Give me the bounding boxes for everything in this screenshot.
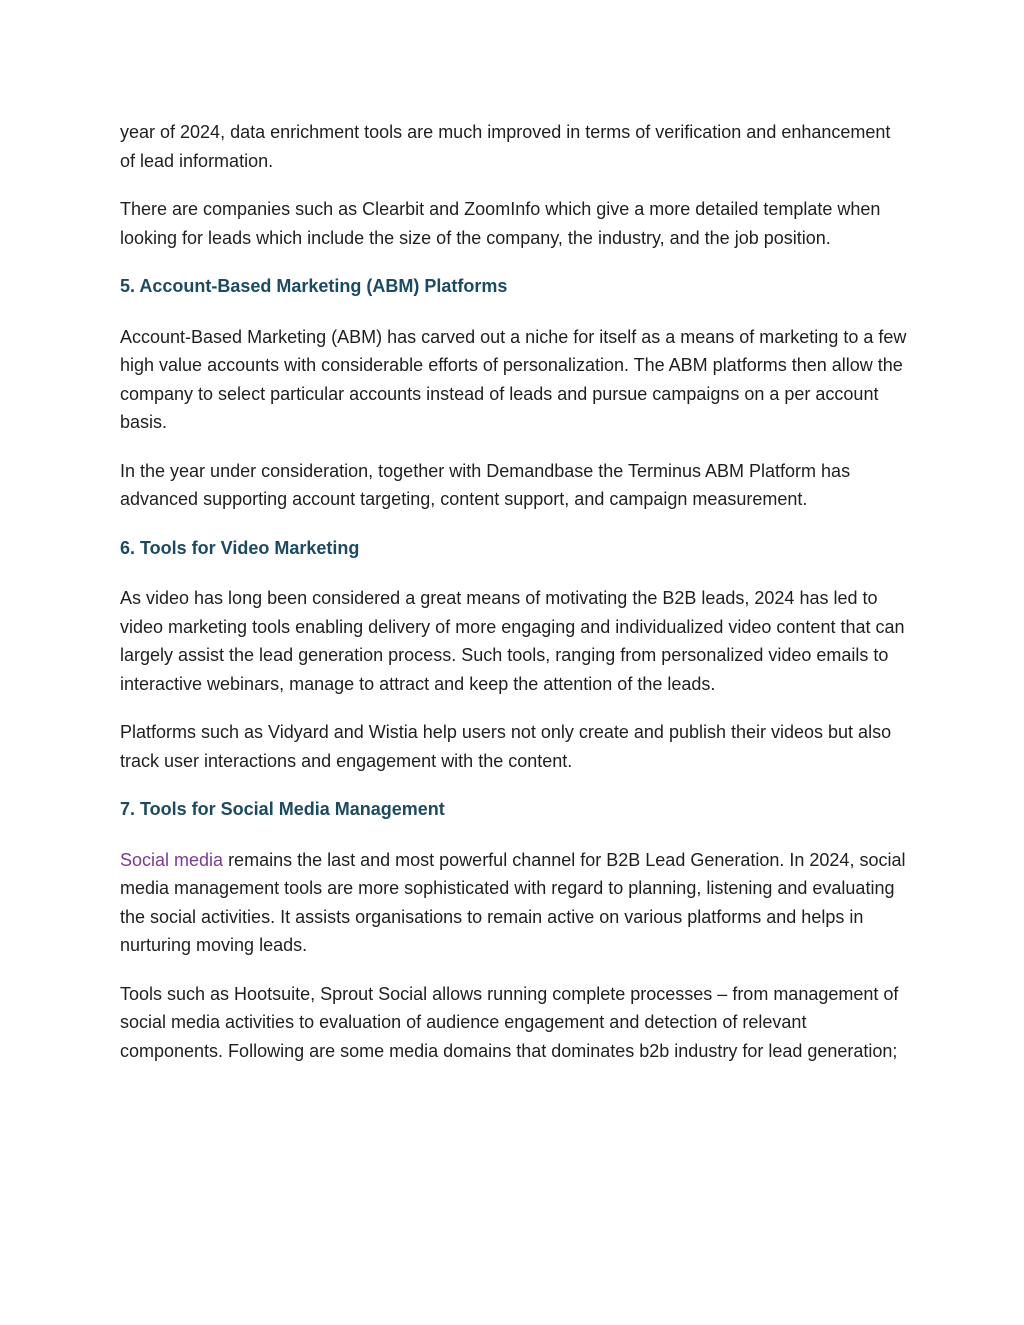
document-page <box>120 118 910 1085</box>
heading-abm-platforms: 5. Account-Based Marketing (ABM) Platforms <box>120 276 508 296</box>
paragraph-social-media-intro <box>120 846 910 960</box>
paragraph-data-enrichment: year of 2024, data enrichment tools are much improved in terms of verification and enhancement of lead information. <box>120 122 891 171</box>
paragraph-abm-tools: In the year under consideration, together with Demandbase the Terminus ABM Platform has advanced supporting account targeting, content support, and campaign measurement. <box>120 460 851 509</box>
social-media-link[interactable]: Social media <box>120 849 224 870</box>
paragraph-abm-intro: Account-Based Marketing (ABM) has carved out a niche for itself as a means of marketing to a few high value accounts with considerable efforts of personalization. The ABM platforms then allow the company to select particular accounts instead of leads and pursue campaigns on a per account basis. <box>120 326 907 432</box>
paragraph-social-media-tools: Tools such as Hootsuite, Sprout Social allows running complete processes – from management of social media activities to evaluation of audience engagement and detection of relevant components. Following are some media domains that dominates b2b industry for lead generation; <box>120 983 899 1061</box>
paragraph-video-intro: As video has long been considered a great means of motivating the B2B leads, 2024 has led to video marketing tools enabling delivery of more engaging and individualized video content that can largely assist the lead generation process. Such tools, ranging from personalized video emails to interactive webinars, manage to attract and keep the attention of the leads. <box>120 588 905 694</box>
paragraph-clearbit-zoominfo: There are companies such as Clearbit and ZoomInfo which give a more detailed template when looking for leads which include the size of the company, the industry, and the job position. <box>120 199 881 248</box>
heading-video-marketing: 6. Tools for Video Marketing <box>120 537 360 558</box>
paragraph-video-tools: Platforms such as Vidyard and Wistia help users not only create and publish their videos but also track user interactions and engagement with the content. <box>120 722 892 771</box>
heading-social-media-management: 7. Tools for Social Media Management <box>120 799 445 819</box>
paragraph-social-media-text: remains the last and most powerful channel for B2B Lead Generation. In 2024, social media management tools are more sophisticated with regard to planning, listening and evaluating the social activities. It assists organisations to remain active on various platforms and helps in nurturing moving leads. <box>120 849 906 955</box>
